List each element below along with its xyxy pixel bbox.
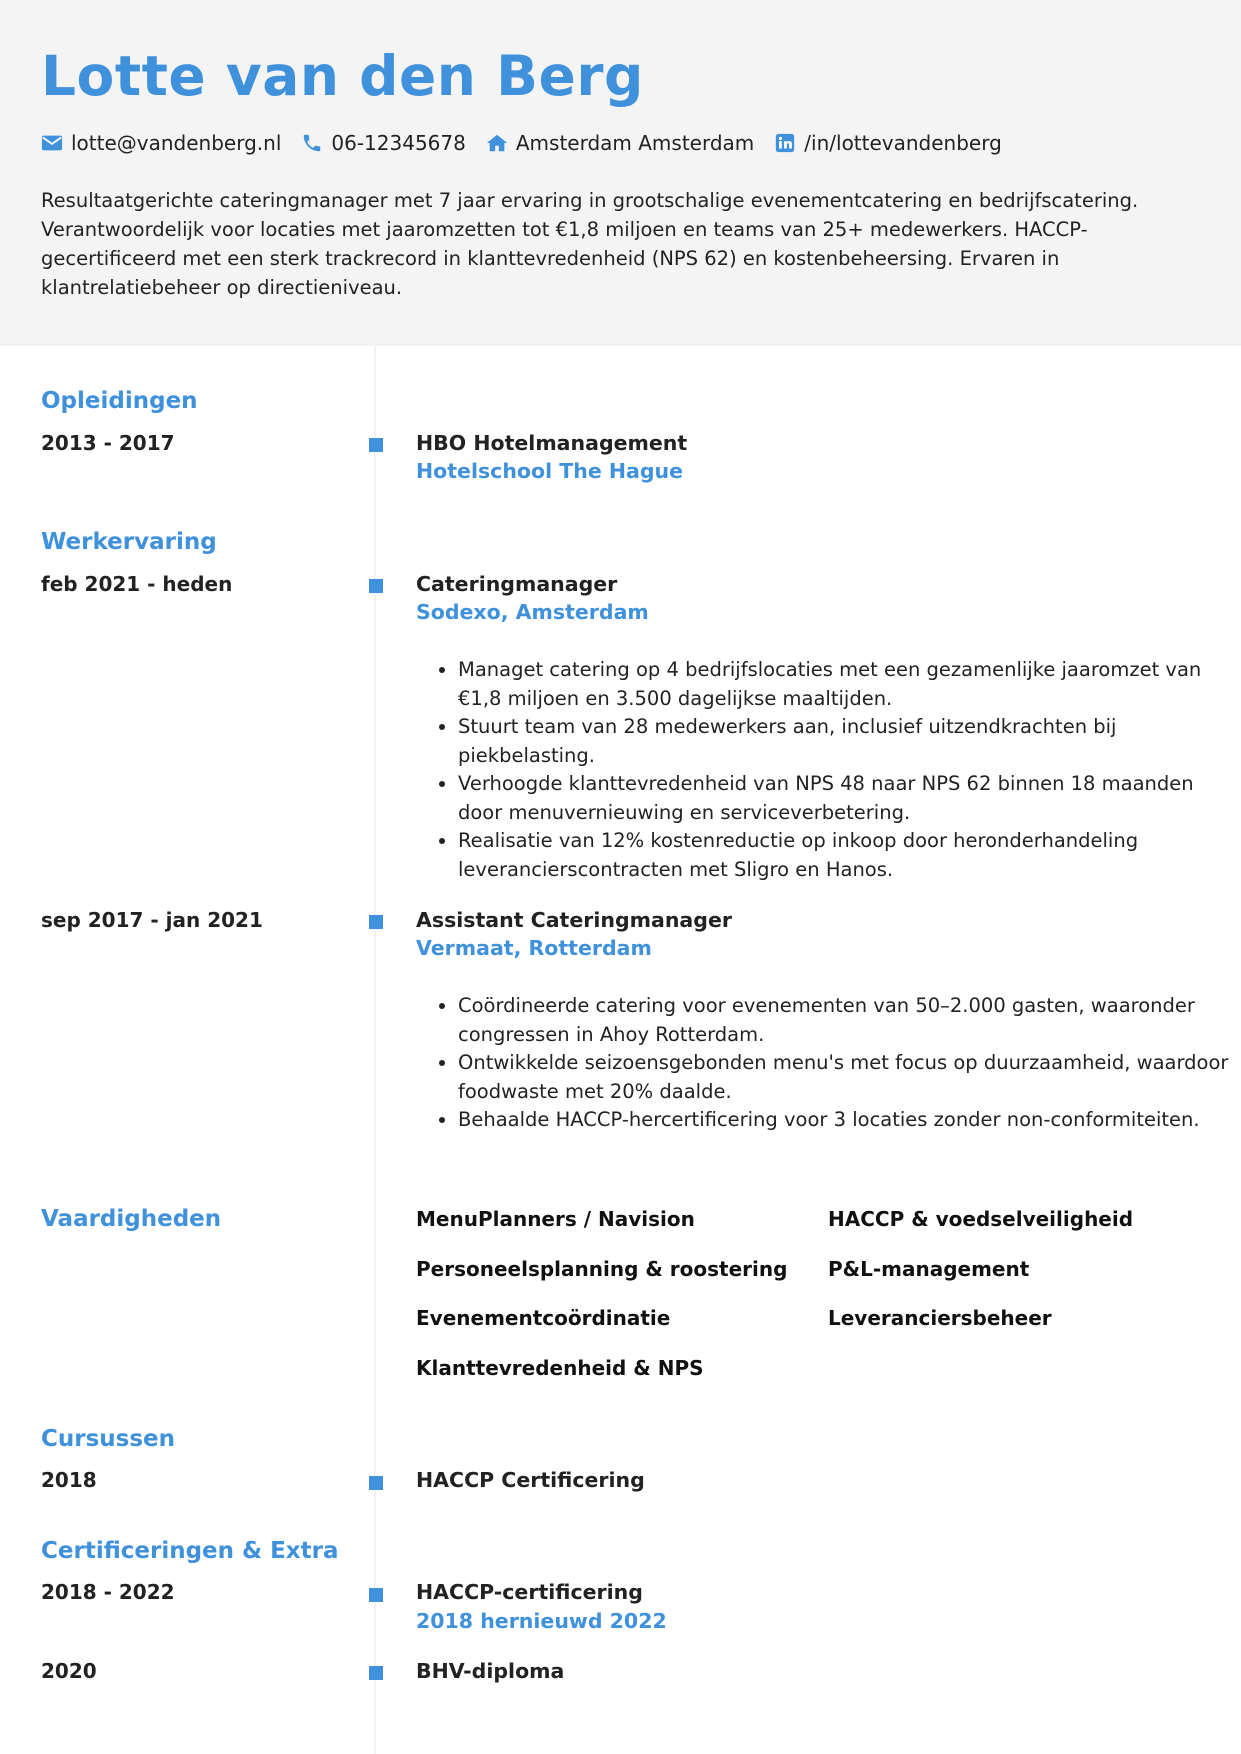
resume-header — [0, 0, 1241, 346]
experience-date: sep 2017 - jan 2021 — [41, 908, 263, 932]
timeline-marker — [369, 915, 383, 929]
bullet-item: • Realisatie van 12% kostenreductie op inkoop door heronderhandeling leverancierscontracten met Sligro en Hanos. — [458, 827, 1233, 884]
skill-item: Klanttevredenheid & NPS — [416, 1356, 704, 1380]
skill-item: HACCP & voedselveiligheid — [828, 1207, 1134, 1231]
bullet-item: • Verhoogde klanttevredenheid van NPS 48 naar NPS 62 binnen 18 maanden door menuvernieuwing en serviceverbetering. — [458, 770, 1233, 827]
bullet-item: • Behaalde HACCP-hercertificering voor 3 locaties zonder non-conformiteiten. — [458, 1106, 1233, 1135]
certification-title: HACCP-certificering — [416, 1580, 643, 1604]
section-title-education: Opleidingen — [41, 388, 198, 414]
education-title: HBO Hotelmanagement — [416, 431, 688, 455]
timeline-marker — [369, 1476, 383, 1490]
experience-bullets — [416, 656, 1233, 884]
timeline-marker — [369, 1666, 383, 1680]
linkedin-icon — [774, 132, 796, 154]
course-title: HACCP Certificering — [416, 1468, 645, 1492]
skill-item: MenuPlanners / Navision — [416, 1207, 695, 1231]
certification-date: 2018 - 2022 — [41, 1580, 175, 1604]
bullet-item: • Ontwikkelde seizoensgebonden menu's met focus op duurzaamheid, waardoor foodwaste met 20% daalde. — [458, 1049, 1233, 1106]
envelope-icon — [41, 132, 63, 154]
email-text: lotte@vandenberg.nl — [71, 131, 282, 155]
timeline-marker — [369, 579, 383, 593]
experience-bullets — [416, 992, 1233, 1135]
section-title-experience: Werkervaring — [41, 529, 217, 555]
bullet-item: • Managet catering op 4 bedrijfslocaties met een gezamenlijke jaaromzet van €1,8 miljoen en 3.500 dagelijkse maaltijden. — [458, 656, 1233, 713]
bullet-item: • Stuurt team van 28 medewerkers aan, inclusief uitzendkrachten bij piekbelasting. — [458, 713, 1233, 770]
contact-location — [486, 131, 754, 155]
home-icon — [486, 132, 508, 154]
timeline-marker — [369, 438, 383, 452]
experience-date: feb 2021 - heden — [41, 572, 233, 596]
contact-email[interactable] — [41, 131, 281, 155]
contact-bar — [41, 128, 1022, 158]
candidate-name: Lotte van den Berg — [41, 44, 644, 108]
contact-linkedin[interactable] — [774, 131, 1002, 155]
phone-text: 06-12345678 — [331, 131, 466, 155]
profile-summary: Resultaatgerichte cateringmanager met 7 jaar ervaring in grootschalige evenementcatering en bedrijfscatering. Verantwoordelijk voor locaties met jaaromzetten tot €1,8 miljoen en teams van 25+ medewerkers. HACCP-gecertificeerd met een sterk trackrecord in klanttevredenheid (NPS 62) en kostenbeheersing. Ervaren in klantrelatiebeheer op directieniveau. — [41, 189, 1139, 299]
experience-company: Vermaat, Rotterdam — [416, 936, 652, 960]
section-title-courses: Cursussen — [41, 1426, 176, 1452]
timeline-divider — [374, 346, 376, 1754]
phone-icon — [301, 132, 323, 154]
experience-title: Assistant Cateringmanager — [416, 908, 732, 932]
education-institution: Hotelschool The Hague — [416, 459, 684, 483]
timeline-marker — [369, 1588, 383, 1602]
linkedin-text: /in/lottevandenberg — [804, 131, 1002, 155]
section-title-skills: Vaardigheden — [41, 1206, 222, 1232]
course-date: 2018 — [41, 1468, 97, 1492]
experience-title: Cateringmanager — [416, 572, 618, 596]
skill-item: Personeelsplanning & roostering — [416, 1257, 788, 1281]
skill-item: Evenementcoördinatie — [416, 1306, 671, 1330]
contact-phone[interactable] — [301, 131, 465, 155]
certification-title: BHV-diploma — [416, 1659, 565, 1683]
section-title-certifications: Certificeringen & Extra — [41, 1538, 339, 1564]
certification-note: 2018 hernieuwd 2022 — [416, 1609, 667, 1633]
experience-company: Sodexo, Amsterdam — [416, 600, 649, 624]
skill-item: P&L-management — [828, 1257, 1030, 1281]
location-text: Amsterdam Amsterdam — [515, 131, 755, 155]
certification-date: 2020 — [41, 1659, 97, 1683]
bullet-item: • Coördineerde catering voor evenementen van 50–2.000 gasten, waaronder congressen in Ahoy Rotterdam. — [458, 992, 1233, 1049]
skill-item: Leveranciersbeheer — [828, 1306, 1052, 1330]
education-date: 2013 - 2017 — [41, 431, 175, 455]
